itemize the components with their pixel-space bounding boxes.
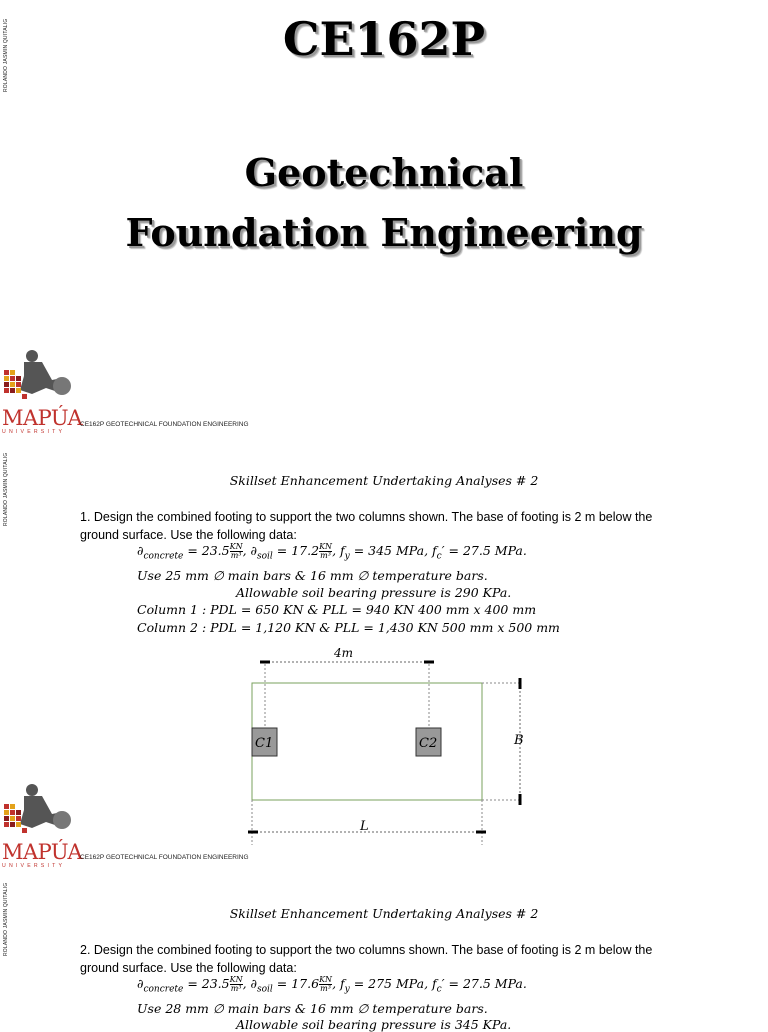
- page-header-text-2: CE162P GEOTECHNICAL FOUNDATION ENGINEERING: [80, 854, 249, 861]
- combined-footing-diagram: [240, 640, 540, 850]
- university-logo: [2, 348, 82, 435]
- side-author-text-top: ROLANDO JASMIN QUITALIG: [3, 18, 9, 92]
- university-logo-2: [2, 782, 82, 869]
- side-author-text-bottom: ROLANDO JASMIN QUITALIG: [3, 882, 9, 956]
- problem1-column1: Column 1 : PDL = 650 KN & PLL = 940 KN 400 mm x 400 mm: [137, 602, 537, 617]
- problem2-soil-pressure: Allowable soil bearing pressure is 345 KPa.: [236, 1017, 512, 1032]
- problem1-soil-pressure: Allowable soil bearing pressure is 290 KPa.: [236, 585, 512, 600]
- course-title-line1: Geotechnical: [244, 150, 524, 195]
- logo-subtext: UNIVERSITY: [2, 429, 66, 435]
- column-c1-label: C1: [255, 736, 274, 751]
- bottom-dimension-label: L: [360, 819, 369, 834]
- footing-outline: [252, 683, 482, 800]
- logo-wordmark: MAPÚA: [2, 406, 83, 430]
- problem1-material-data: $\partial_{concrete} = 23.5$ $\frac{KN}{\text{m³}}$ , $\partial_{soil} = 17.2$ $\frac{KN}{\text{m³}}$ , $f_y = 345$ MPa, $f_c' = 27.5$ MPa.: [137, 542, 527, 562]
- problem2-material-data: $\partial_{concrete} = 23.5$ $\frac{KN}{\text{m³}}$ , $\partial_{soil} = 17.6$ $\frac{KN}{\text{m³}}$ , $f_y = 275$ MPa, $f_c' = 27.5$ MPa.: [137, 975, 527, 995]
- page-header-text: CE162P GEOTECHNICAL FOUNDATION ENGINEERING: [80, 421, 249, 428]
- column-c2-label: C2: [419, 736, 438, 751]
- mascot-logo-icon: [2, 782, 76, 838]
- course-code-title: CE162P: [282, 12, 486, 66]
- side-author-text-mid: ROLANDO JASMIN QUITALIG: [3, 452, 9, 526]
- problem2-bar-sizes: Use 28 mm ∅ main bars & 16 mm ∅ temperature bars.: [137, 1001, 488, 1016]
- problem1-intro: 1. Design the combined footing to support the two columns shown. The base of footing is 2 m below the ground surface. Use the following data:: [80, 510, 653, 542]
- course-title-line2: Foundation Engineering: [125, 210, 643, 255]
- top-dimension-label: 4m: [334, 646, 354, 660]
- section-title-2: Skillset Enhancement Undertaking Analyses # 2: [229, 906, 539, 921]
- problem1-bar-sizes: Use 25 mm ∅ main bars & 16 mm ∅ temperature bars.: [137, 568, 488, 583]
- problem1-column2: Column 2 : PDL = 1,120 KN & PLL = 1,430 KN 500 mm x 500 mm: [137, 620, 560, 635]
- problem2-intro: 2. Design the combined footing to support the two columns shown. The base of footing is 2 m below the ground surface. Use the following data:: [80, 943, 653, 975]
- logo-subtext-2: UNIVERSITY: [2, 863, 66, 869]
- right-dimension-label: B: [514, 733, 524, 748]
- logo-wordmark-2: MAPÚA: [2, 840, 83, 864]
- section-title-1: Skillset Enhancement Undertaking Analyses # 2: [229, 473, 539, 488]
- mascot-logo-icon: [2, 348, 76, 404]
